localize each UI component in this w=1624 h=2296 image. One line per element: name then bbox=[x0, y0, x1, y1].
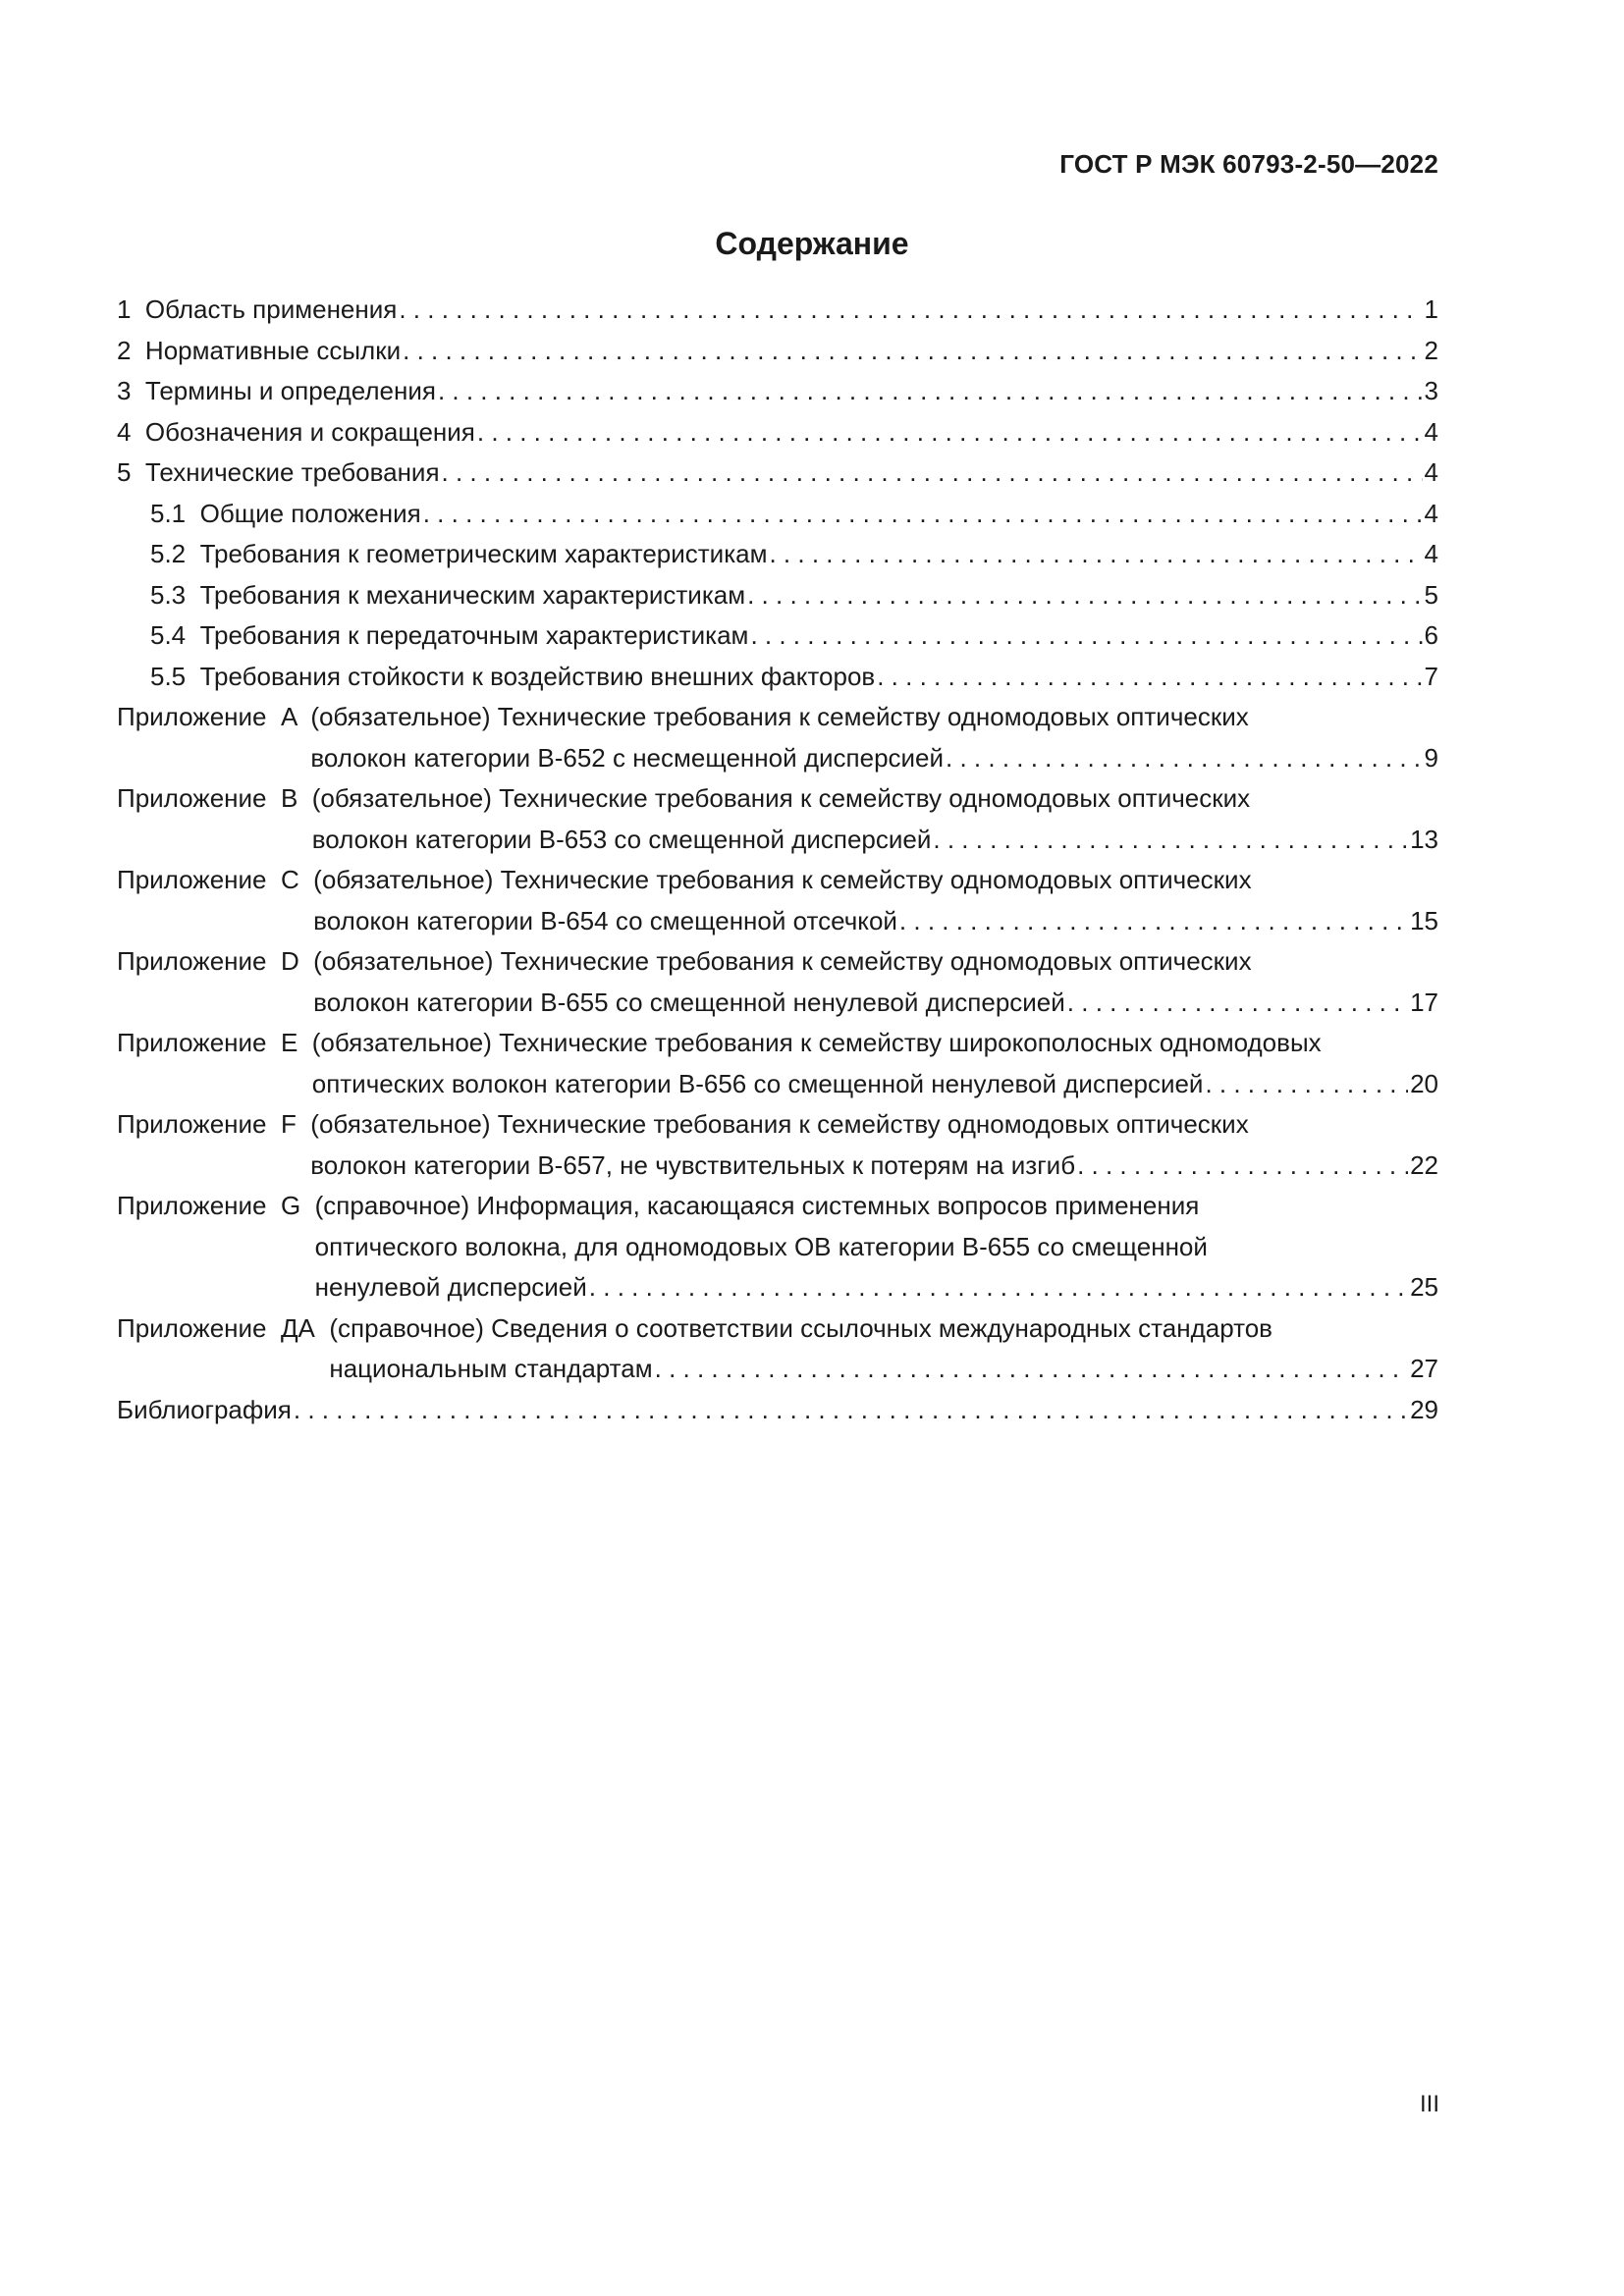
section-title: Область применения bbox=[144, 294, 398, 324]
page-number: 22 bbox=[1410, 1149, 1438, 1180]
page-number: 29 bbox=[1410, 1394, 1438, 1424]
dot-leader bbox=[403, 331, 1422, 372]
page-number: 5 bbox=[1424, 579, 1438, 610]
dot-leader bbox=[747, 575, 1422, 616]
toc-entry-section-3[interactable] bbox=[117, 371, 1438, 412]
section-title: Термины и определения bbox=[144, 376, 436, 405]
appendix-label: Приложение B bbox=[117, 783, 312, 813]
subsection-number: 5.1 bbox=[150, 498, 200, 528]
toc-entry-appendix-c[interactable] bbox=[117, 860, 1438, 941]
appendix-title-line-1: (обязательное) Технические требования к семейству одномодовых оптических bbox=[313, 865, 1252, 894]
appendix-label: Приложение C bbox=[117, 865, 314, 894]
appendix-title-line-2: волокон категории В-653 со смещенной дисперсией bbox=[311, 824, 932, 854]
page-number: 15 bbox=[1410, 905, 1438, 935]
toc-entry-subsection-5-3[interactable] bbox=[117, 575, 1438, 616]
page-number: 27 bbox=[1410, 1354, 1438, 1383]
dot-leader bbox=[438, 371, 1423, 412]
appendix-title-line-2: волокон категории В-652 с несмещенной дисперсией bbox=[310, 742, 945, 773]
table-of-contents bbox=[117, 290, 1438, 1430]
page-number: 4 bbox=[1424, 498, 1438, 528]
toc-entry-bibliography[interactable] bbox=[117, 1390, 1438, 1431]
dot-leader bbox=[946, 738, 1423, 779]
dot-leader bbox=[1077, 1146, 1408, 1187]
toc-title: Содержание bbox=[715, 226, 909, 261]
subsection-title: Требования к механическим характеристикам bbox=[199, 579, 746, 610]
page-number: 13 bbox=[1410, 824, 1438, 854]
appendix-title-line-2: оптического волокна, для одномодовых ОВ категории В-655 со смещенной bbox=[314, 1231, 1208, 1261]
subsection-number: 5.4 bbox=[150, 620, 200, 650]
appendix-title-line-1: (обязательное) Технические требования к семейству одномодовых оптических bbox=[313, 946, 1252, 976]
page-number-footer: III bbox=[1419, 2091, 1439, 2117]
page-number: 4 bbox=[1424, 539, 1438, 568]
appendix-title-line-2: оптических волокон категории В-656 со смещенной ненулевой дисперсией bbox=[311, 1068, 1204, 1098]
section-title: Нормативные ссылки bbox=[144, 335, 402, 365]
appendix-title-line-2: волокон категории В-654 со смещенной отсечкой bbox=[313, 905, 897, 935]
dot-leader bbox=[442, 453, 1423, 494]
toc-entry-subsection-5-4[interactable] bbox=[117, 615, 1438, 657]
toc-entry-section-1[interactable] bbox=[117, 290, 1438, 331]
page-number: 25 bbox=[1410, 1272, 1438, 1302]
section-title: Обозначения и сокращения bbox=[144, 416, 475, 447]
page-number: 3 bbox=[1424, 376, 1438, 405]
page-number: 20 bbox=[1410, 1068, 1438, 1098]
subsection-number: 5.3 bbox=[150, 579, 200, 610]
dot-leader bbox=[750, 615, 1422, 657]
toc-entry-appendix-a[interactable] bbox=[117, 697, 1438, 778]
toc-entry-subsection-5-2[interactable] bbox=[117, 534, 1438, 575]
subsection-title: Требования к передаточным характеристикам bbox=[199, 620, 749, 650]
dot-leader bbox=[899, 901, 1408, 942]
toc-entry-appendix-da[interactable] bbox=[117, 1308, 1438, 1390]
appendix-label: Приложение G bbox=[117, 1191, 315, 1220]
dot-leader bbox=[933, 820, 1408, 861]
appendix-title-line-1: (справочное) Информация, касающаяся системных вопросов применения bbox=[314, 1191, 1200, 1220]
section-number: 5 bbox=[117, 457, 145, 487]
subsection-title: Общие положения bbox=[199, 498, 421, 528]
toc-entry-section-4[interactable] bbox=[117, 412, 1438, 454]
subsection-number: 5.2 bbox=[150, 539, 200, 568]
appendix-label: Приложение E bbox=[117, 1028, 312, 1057]
appendix-title-line-1: (обязательное) Технические требования к семейству одномодовых оптических bbox=[310, 702, 1249, 731]
subsection-title: Требования к геометрическим характеристикам bbox=[199, 539, 768, 568]
appendix-title-line-3: ненулевой дисперсией bbox=[314, 1272, 587, 1302]
dot-leader bbox=[589, 1267, 1408, 1308]
appendix-label: Приложение A bbox=[117, 702, 311, 731]
section-number: 4 bbox=[117, 416, 145, 447]
page-number: 4 bbox=[1424, 416, 1438, 447]
page-number: 6 bbox=[1424, 620, 1438, 650]
toc-entry-appendix-b[interactable] bbox=[117, 778, 1438, 860]
section-number: 1 bbox=[117, 294, 145, 324]
page-number: 1 bbox=[1424, 294, 1438, 324]
toc-entry-section-5[interactable] bbox=[117, 453, 1438, 494]
toc-entry-appendix-d[interactable] bbox=[117, 941, 1438, 1023]
dot-leader bbox=[477, 412, 1423, 454]
page-number: 7 bbox=[1424, 661, 1438, 691]
dot-leader bbox=[1205, 1064, 1408, 1105]
dot-leader bbox=[877, 657, 1422, 698]
appendix-label: Приложение ДА bbox=[117, 1312, 330, 1343]
appendix-label: Приложение D bbox=[117, 946, 314, 976]
appendix-title-line-2: волокон категории В-657, не чувствительных к потерям на изгиб bbox=[310, 1149, 1076, 1180]
toc-entry-subsection-5-5[interactable] bbox=[117, 657, 1438, 698]
section-title: Технические требования bbox=[144, 457, 440, 487]
dot-leader bbox=[655, 1349, 1408, 1390]
dot-leader bbox=[769, 534, 1422, 575]
toc-entry-appendix-g[interactable] bbox=[117, 1186, 1438, 1308]
toc-entry-section-2[interactable] bbox=[117, 331, 1438, 372]
appendix-title-line-1: (обязательное) Технические требования к семейству одномодовых оптических bbox=[311, 783, 1251, 813]
document-code: ГОСТ Р МЭК 60793-2-50—2022 bbox=[1059, 149, 1438, 179]
section-number: 2 bbox=[117, 335, 145, 365]
page-number: 17 bbox=[1410, 987, 1438, 1017]
appendix-title-line-1: (обязательное) Технические требования к семейству одномодовых оптических bbox=[310, 1109, 1249, 1139]
appendix-title-line-1: (справочное) Сведения о соответствии ссылочных международных стандартов bbox=[329, 1312, 1272, 1343]
dot-leader bbox=[1067, 983, 1408, 1024]
page-number: 4 bbox=[1424, 457, 1438, 487]
page-number: 9 bbox=[1424, 742, 1438, 773]
subsection-number: 5.5 bbox=[150, 661, 200, 691]
toc-entry-appendix-f[interactable] bbox=[117, 1104, 1438, 1186]
appendix-label: Приложение F bbox=[117, 1109, 311, 1139]
toc-entry-subsection-5-1[interactable] bbox=[117, 494, 1438, 535]
page-number: 2 bbox=[1424, 335, 1438, 365]
appendix-title-line-2: волокон категории В-655 со смещенной ненулевой дисперсией bbox=[313, 987, 1065, 1017]
dot-leader bbox=[423, 494, 1423, 535]
dot-leader bbox=[399, 290, 1422, 331]
bibliography-title: Библиография bbox=[117, 1394, 292, 1424]
appendix-title-line-1: (обязательное) Технические требования к семейству широкополосных одномодовых bbox=[311, 1028, 1322, 1057]
appendix-title-line-2: национальным стандартам bbox=[329, 1354, 653, 1383]
toc-entry-appendix-e[interactable] bbox=[117, 1023, 1438, 1104]
section-number: 3 bbox=[117, 376, 145, 405]
subsection-title: Требования стойкости к воздействию внешних факторов bbox=[199, 661, 876, 691]
dot-leader bbox=[294, 1390, 1408, 1431]
